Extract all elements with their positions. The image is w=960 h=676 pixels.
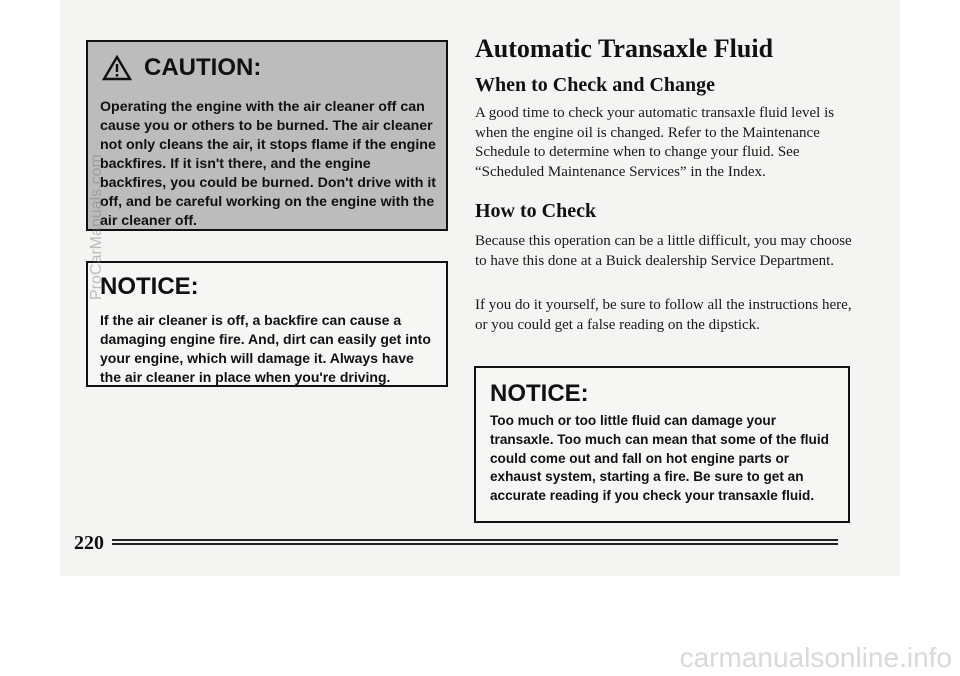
notice-text: Too much or too little fluid can damage your transaxle. Too much can mean that some of the fluid could come out and fall on hot engine parts or exhaust system, starting a fire. Be sure to get an accurate reading if you check your transaxle fluid. bbox=[490, 413, 829, 504]
caution-header bbox=[102, 54, 261, 82]
page-number: 220 bbox=[74, 532, 104, 554]
notice-title: NOTICE: bbox=[100, 273, 199, 300]
caution-title: CAUTION: bbox=[144, 54, 262, 81]
caution-box bbox=[86, 40, 448, 231]
section-heading-how-to-check: How to Check bbox=[475, 200, 597, 222]
paragraph-how-to-check-1: Because this operation can be a little difficult, you may choose to have this done at a Buick dealership Service Department. bbox=[475, 233, 852, 269]
footer-watermark: carmanualsonline.info bbox=[679, 642, 952, 673]
footer-rule bbox=[112, 539, 838, 541]
air-cleaner-notice-box bbox=[86, 261, 448, 387]
footer-rule bbox=[112, 543, 838, 545]
warning-triangle-icon bbox=[102, 55, 132, 81]
section-heading-when-to-check: When to Check and Change bbox=[475, 74, 716, 96]
caution-text: Operating the engine with the air cleaner off can cause you or others to be burned. The air cleaner not only cleans the air, it stops flame if the engine backfires. If it isn't there, and the engine backfires, you could be burned. Don't drive with it off, and be careful working on the engine with the air cleaner off. bbox=[100, 99, 437, 229]
page-title: Automatic Transaxle Fluid bbox=[475, 34, 774, 63]
side-watermark: ProCarManuals.com bbox=[88, 154, 105, 300]
notice-title: NOTICE: bbox=[490, 380, 589, 407]
transaxle-fluid-notice-box bbox=[474, 366, 850, 523]
paragraph-how-to-check-2: If you do it yourself, be sure to follow all the instructions here, or you could get a false reading on the dipstick. bbox=[475, 297, 852, 333]
notice-text: If the air cleaner is off, a backfire can cause a damaging engine fire. And, dirt can easily get into your engine, which will damage it. Always have the air cleaner in place when you're driving. bbox=[100, 312, 431, 385]
paragraph-when-to-check: A good time to check your automatic transaxle fluid level is when the engine oil is changed. Refer to the Maintenance Schedule to determine when to change your fluid. See “Scheduled Maintenance Services” in the Index. bbox=[475, 105, 835, 180]
